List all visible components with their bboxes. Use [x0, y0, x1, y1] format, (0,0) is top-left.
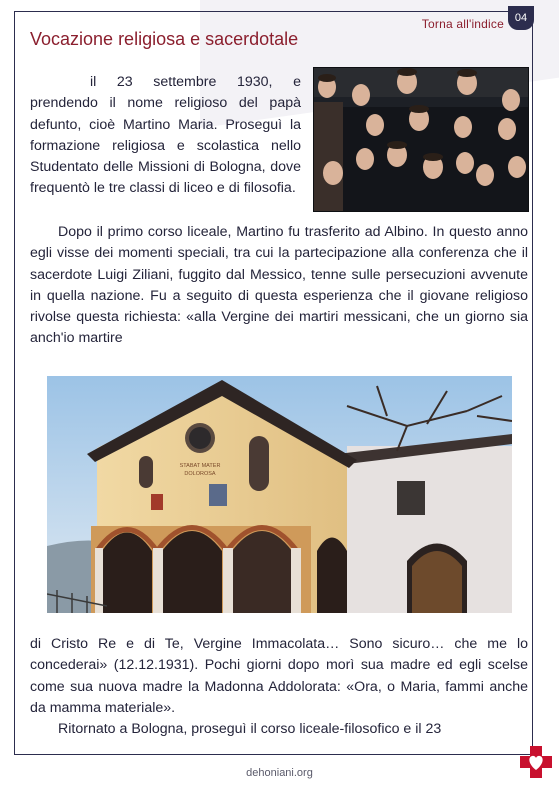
- paragraph-1: il 23 settembre 1930, e prendendo il nome religioso del papà defunto, cioè Martino Maria. Proseguì la formazione religiosa e scolastica nello Studentato delle Missioni di Bologna, dove frequentò le tre classi di liceo e di filosofia.: [30, 74, 301, 197]
- group-photo: [313, 67, 529, 212]
- paragraph-2: Dopo il primo corso liceale, Martino fu trasferito ad Albino. In questo anno egli visse dei momenti speciali, tra cui la partecipazione alla conferenza che il sacerdote Luigi Ziliani, fuggito dal Messico, tenne sulle persecuzioni avvenute in quella nazione. Fu a seguito di questa esperienza che il giovane religioso rivolse questa richiesta: «alla Vergine dei martiri messicani, che un giorno sia anch'io martire: [30, 224, 528, 347]
- index-link[interactable]: Torna all'indice: [421, 17, 504, 31]
- footer-site[interactable]: dehoniani.org: [246, 767, 313, 779]
- building-photo: [35, 364, 524, 628]
- inscription-line-1: STABAT MATER: [179, 463, 221, 469]
- paragraph-3: di Cristo Re e di Te, Vergine Immacolata… Sono sicuro… che me lo concederai» (12.12.1931). Pochi giorni dopo morì sua madre ed egli scelse come sua nuova madre la Madonna Addolorata: «Ora, o Maria, fammi anche da mamma materiale». Ritornato a Bologna, proseguì il corso liceale-filosofico e il 23: [30, 636, 528, 738]
- dehoniani-logo-icon: [518, 744, 554, 780]
- section-title: Vocazione religiosa e sacerdotale: [30, 29, 299, 49]
- page-number: 04: [508, 6, 534, 30]
- inscription-line-2: DOLOROSA: [184, 471, 216, 477]
